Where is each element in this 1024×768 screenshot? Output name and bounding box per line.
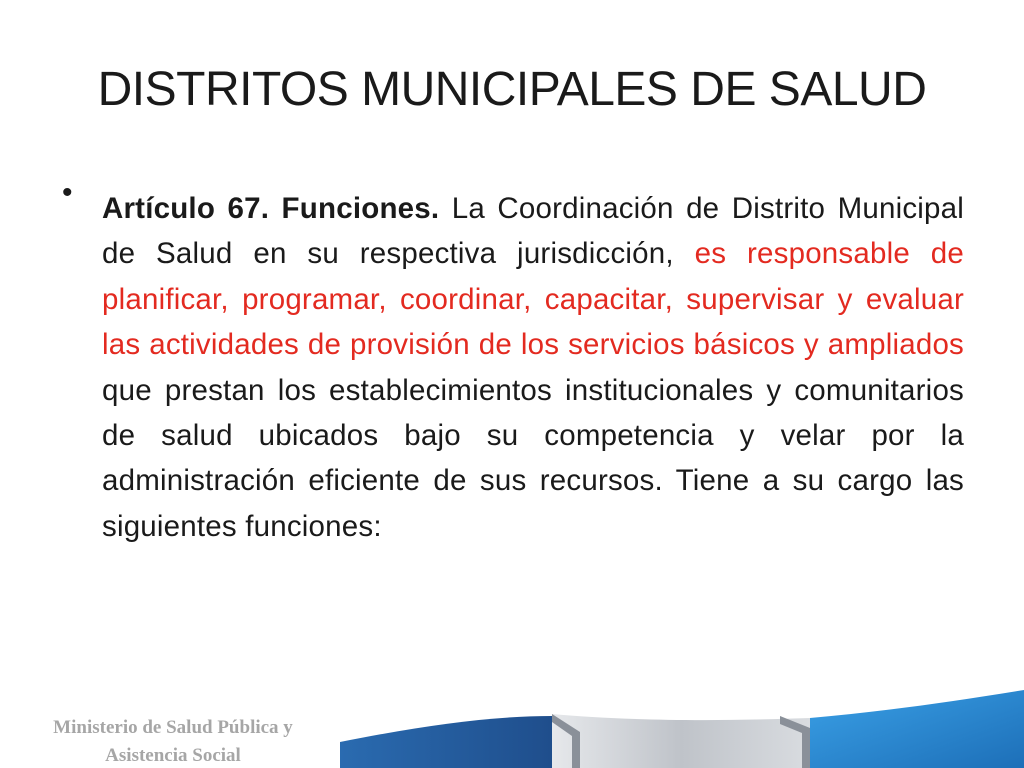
ministry-name-line1: Ministerio de Salud Pública y xyxy=(53,717,293,738)
wave-silver-band xyxy=(552,714,810,768)
wave-light-blue-band xyxy=(810,690,1024,768)
paragraph-text-intro: La Coordinación de Distrito Municipal de Salud en su respectiva jurisdicción, xyxy=(102,192,964,271)
wave-dark-blue-band xyxy=(340,716,552,768)
paragraph-text-end: que prestan los establecimientos institucionales y comunitarios de salud ubicados bajo su competencia y velar por la administración eficiente de sus recursos. Tiene a su cargo las siguientes funciones: xyxy=(102,373,964,543)
article-heading: Artículo 67. Funciones. xyxy=(102,192,440,225)
highlighted-text: es responsable de planificar, programar, coordinar, capacitar, supervisar y evaluar las actividades de provisión de los servicios básicos y ampliados xyxy=(102,237,964,362)
ministry-name-line2: Asistencia Social xyxy=(105,745,241,766)
bullet-icon: • xyxy=(62,176,73,209)
slide-title: DISTRITOS MUNICIPALES DE SALUD xyxy=(97,63,927,116)
